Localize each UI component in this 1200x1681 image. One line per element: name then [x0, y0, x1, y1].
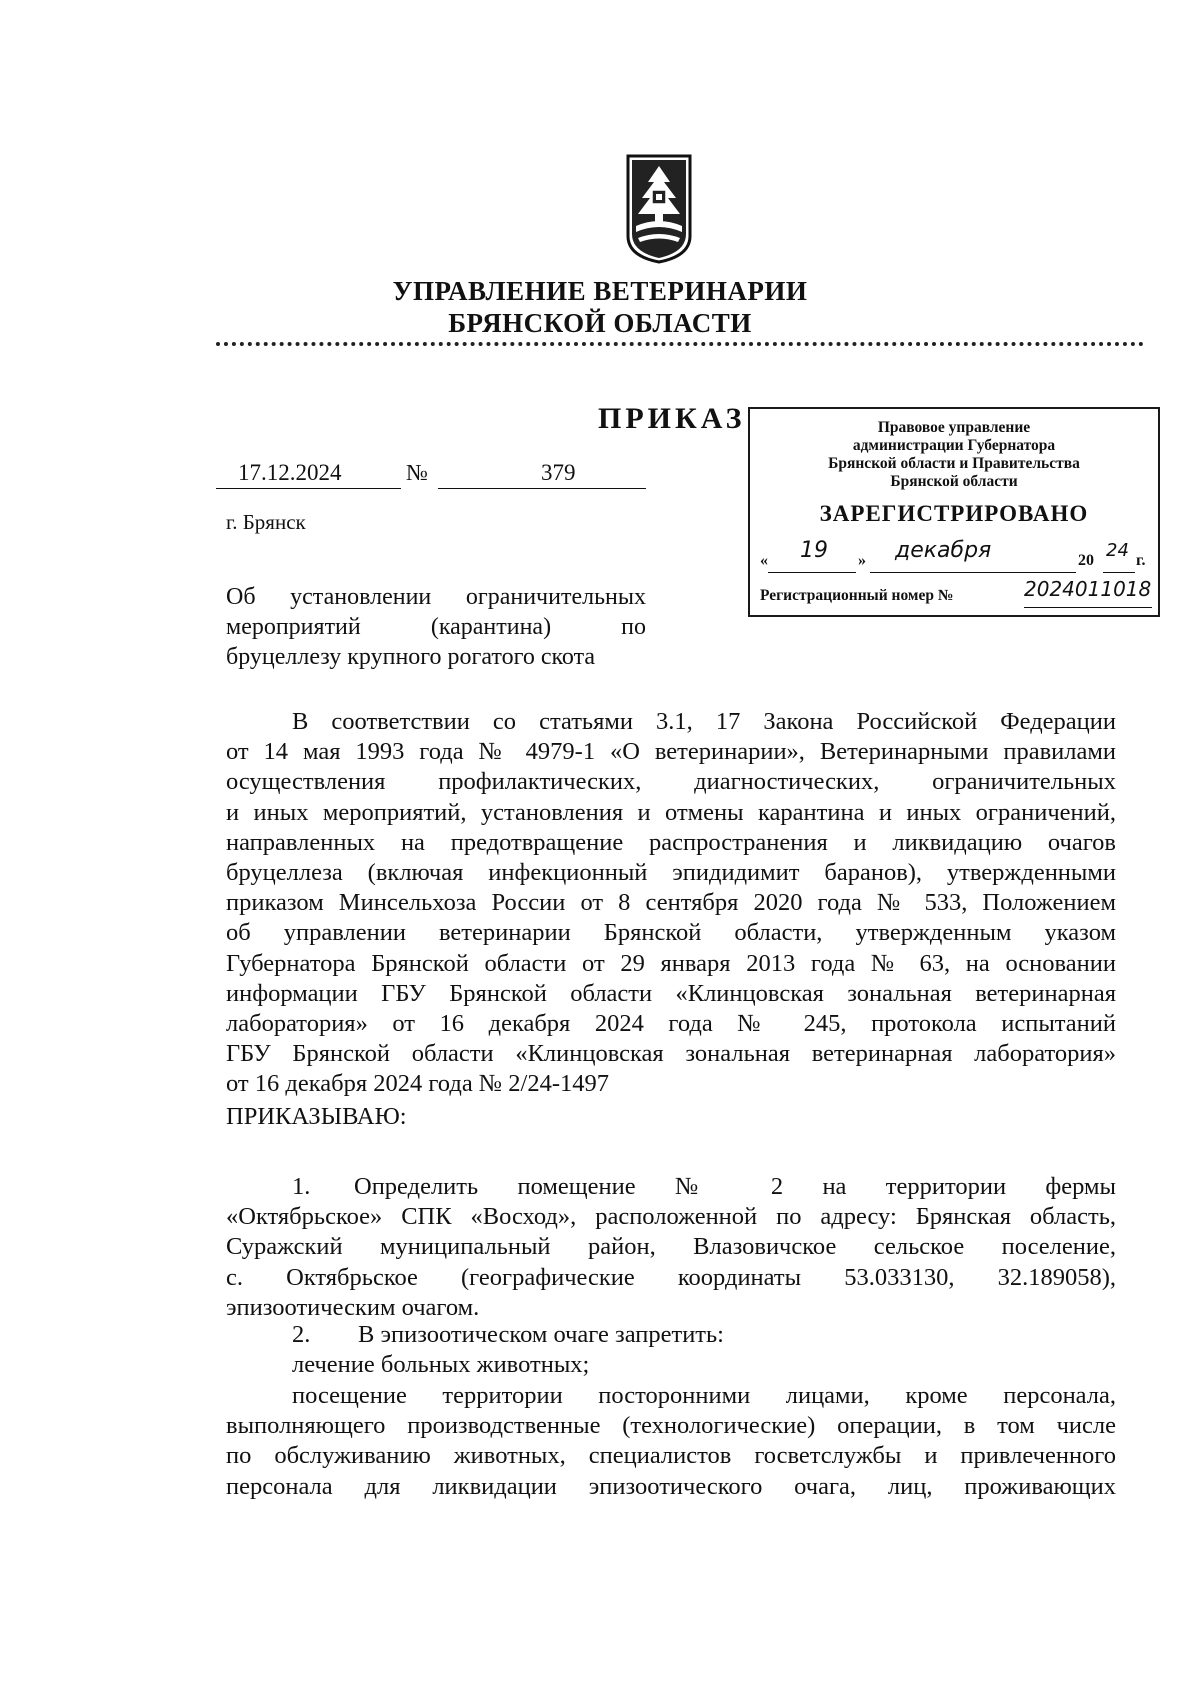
- text-line: персонала для ликвидации эпизоотического очага, лиц, проживающих: [226, 1472, 1116, 1500]
- organization-name-line-2: БРЯНСКОЙ ОБЛАСТИ: [448, 308, 752, 338]
- stamp-underline: [870, 572, 1076, 573]
- stamp-reg-number-handwritten: 2024011018: [1024, 577, 1152, 601]
- stamp-month-handwritten: декабря: [895, 538, 992, 563]
- text-line: осуществления профилактических, диагностических, ограничительных: [226, 768, 1116, 796]
- prohibition-treatment-line: лечение больных животных;: [292, 1351, 590, 1378]
- text-line: бруцеллеза (включая инфекционный эпидидимит баранов), утвержденными: [226, 859, 1116, 887]
- order-title: ПРИКАЗ: [598, 402, 746, 435]
- stamp-reg-number: [760, 577, 1152, 609]
- stamp-quote-close: »: [858, 552, 866, 569]
- stamp-date: [760, 538, 1152, 572]
- text-line: по обслуживанию животных, специалистов госветслужбы и привлеченного: [226, 1442, 1116, 1470]
- order-city: г. Брянск: [226, 510, 306, 534]
- order-subject: [226, 582, 646, 672]
- subject-line: бруцеллезу крупного рогатого скота: [226, 644, 596, 670]
- stamp-underline: [1024, 607, 1152, 608]
- stamp-year-suffix: г.: [1136, 552, 1146, 569]
- order-date-number-line: [216, 460, 646, 490]
- order-date: 17.12.2024: [238, 460, 342, 485]
- stamp-underline: [1103, 572, 1135, 573]
- item-2-line: [292, 1320, 724, 1350]
- text-line: В соответствии со статьями 3.1, 17 Закона Российской Федерации: [292, 708, 1116, 735]
- coat-of-arms-emblem: [624, 152, 694, 264]
- text-line: информации ГБУ Брянской области «Клинцовская зональная ветеринарная: [226, 979, 1116, 1007]
- stamp-registered-label: ЗАРЕГИСТРИРОВАНО: [819, 501, 1089, 526]
- item-1-paragraph: [226, 1172, 1116, 1323]
- item-number: 2.: [292, 1321, 311, 1348]
- text-line: об управлении ветеринарии Брянской области, утвержденным указом: [226, 919, 1116, 947]
- stamp-year-prefix: 20: [1078, 552, 1094, 569]
- number-underline: [438, 488, 646, 489]
- text-line: и иных мероприятий, установления и отмены карантина и иных ограничений,: [226, 798, 1116, 826]
- stamp-line: Брянской области: [890, 473, 1018, 490]
- stamp-underline: [768, 572, 856, 573]
- item-text: В эпизоотическом очаге запретить:: [358, 1321, 724, 1348]
- registration-stamp: [748, 407, 1160, 617]
- stamp-line: Брянской области и Правительства: [828, 455, 1080, 472]
- text-line: лаборатория» от 16 декабря 2024 года № 245, протокола испытаний: [226, 1010, 1116, 1038]
- order-number: 379: [541, 460, 576, 485]
- stamp-day-handwritten: 19: [800, 538, 828, 563]
- organization-name-line-1: УПРАВЛЕНИЕ ВЕТЕРИНАРИИ: [392, 276, 808, 306]
- text-line: приказом Минсельхоза России от 8 сентября 2020 года № 533, Положением: [226, 889, 1116, 917]
- text-line: [226, 1172, 1116, 1202]
- text-line: посещение территории посторонними лицами, кроме персонала,: [292, 1382, 1116, 1409]
- text-line: от 14 мая 1993 года № 4979-1 «О ветеринарии», Ветеринарными правилами: [226, 738, 1116, 766]
- stamp-line: администрации Губернатора: [852, 437, 1056, 454]
- text-line: эпизоотическим очагом.: [226, 1293, 480, 1321]
- item-text: Определить помещение № 2 на территории фермы: [354, 1173, 1116, 1200]
- decree-word: ПРИКАЗЫВАЮ:: [226, 1103, 407, 1130]
- date-underline: [216, 488, 401, 489]
- stamp-year-handwritten: 24: [1106, 540, 1129, 561]
- text-line: ГБУ Брянской области «Клинцовская зональная ветеринарная лаборатория»: [226, 1040, 1116, 1068]
- preamble-paragraph: [226, 707, 1116, 1100]
- text-line: «Октябрьское» СПК «Восход», расположенной по адресу: Брянская область,: [226, 1203, 1116, 1231]
- order-number-label: №: [406, 460, 428, 485]
- text-line: от 16 декабря 2024 года № 2/24-1497: [226, 1070, 610, 1098]
- prohibition-visit-paragraph: [226, 1381, 1116, 1502]
- stamp-reg-number-label: Регистрационный номер №: [760, 587, 954, 604]
- subject-line: мероприятий (карантина) по: [226, 614, 646, 640]
- item-number: 1.: [292, 1173, 311, 1200]
- text-line: направленных на предотвращение распространения и ликвидацию очагов: [226, 828, 1116, 856]
- text-line: Суражский муниципальный район, Влазовичское сельское поселение,: [226, 1233, 1116, 1261]
- text-line: Губернатора Брянской области от 29 января 2013 года № 63, на основании: [226, 949, 1116, 977]
- text-line: выполняющего производственные (технологические) операции, в том числе: [226, 1412, 1116, 1440]
- stamp-line: Правовое управление: [877, 419, 1031, 436]
- text-line: с. Октябрьское (географические координаты 53.033130, 32.189058),: [226, 1263, 1116, 1291]
- header-dotted-divider: [216, 342, 1144, 346]
- subject-line: Об установлении ограничительных: [226, 584, 646, 610]
- stamp-quote-open: «: [760, 552, 768, 569]
